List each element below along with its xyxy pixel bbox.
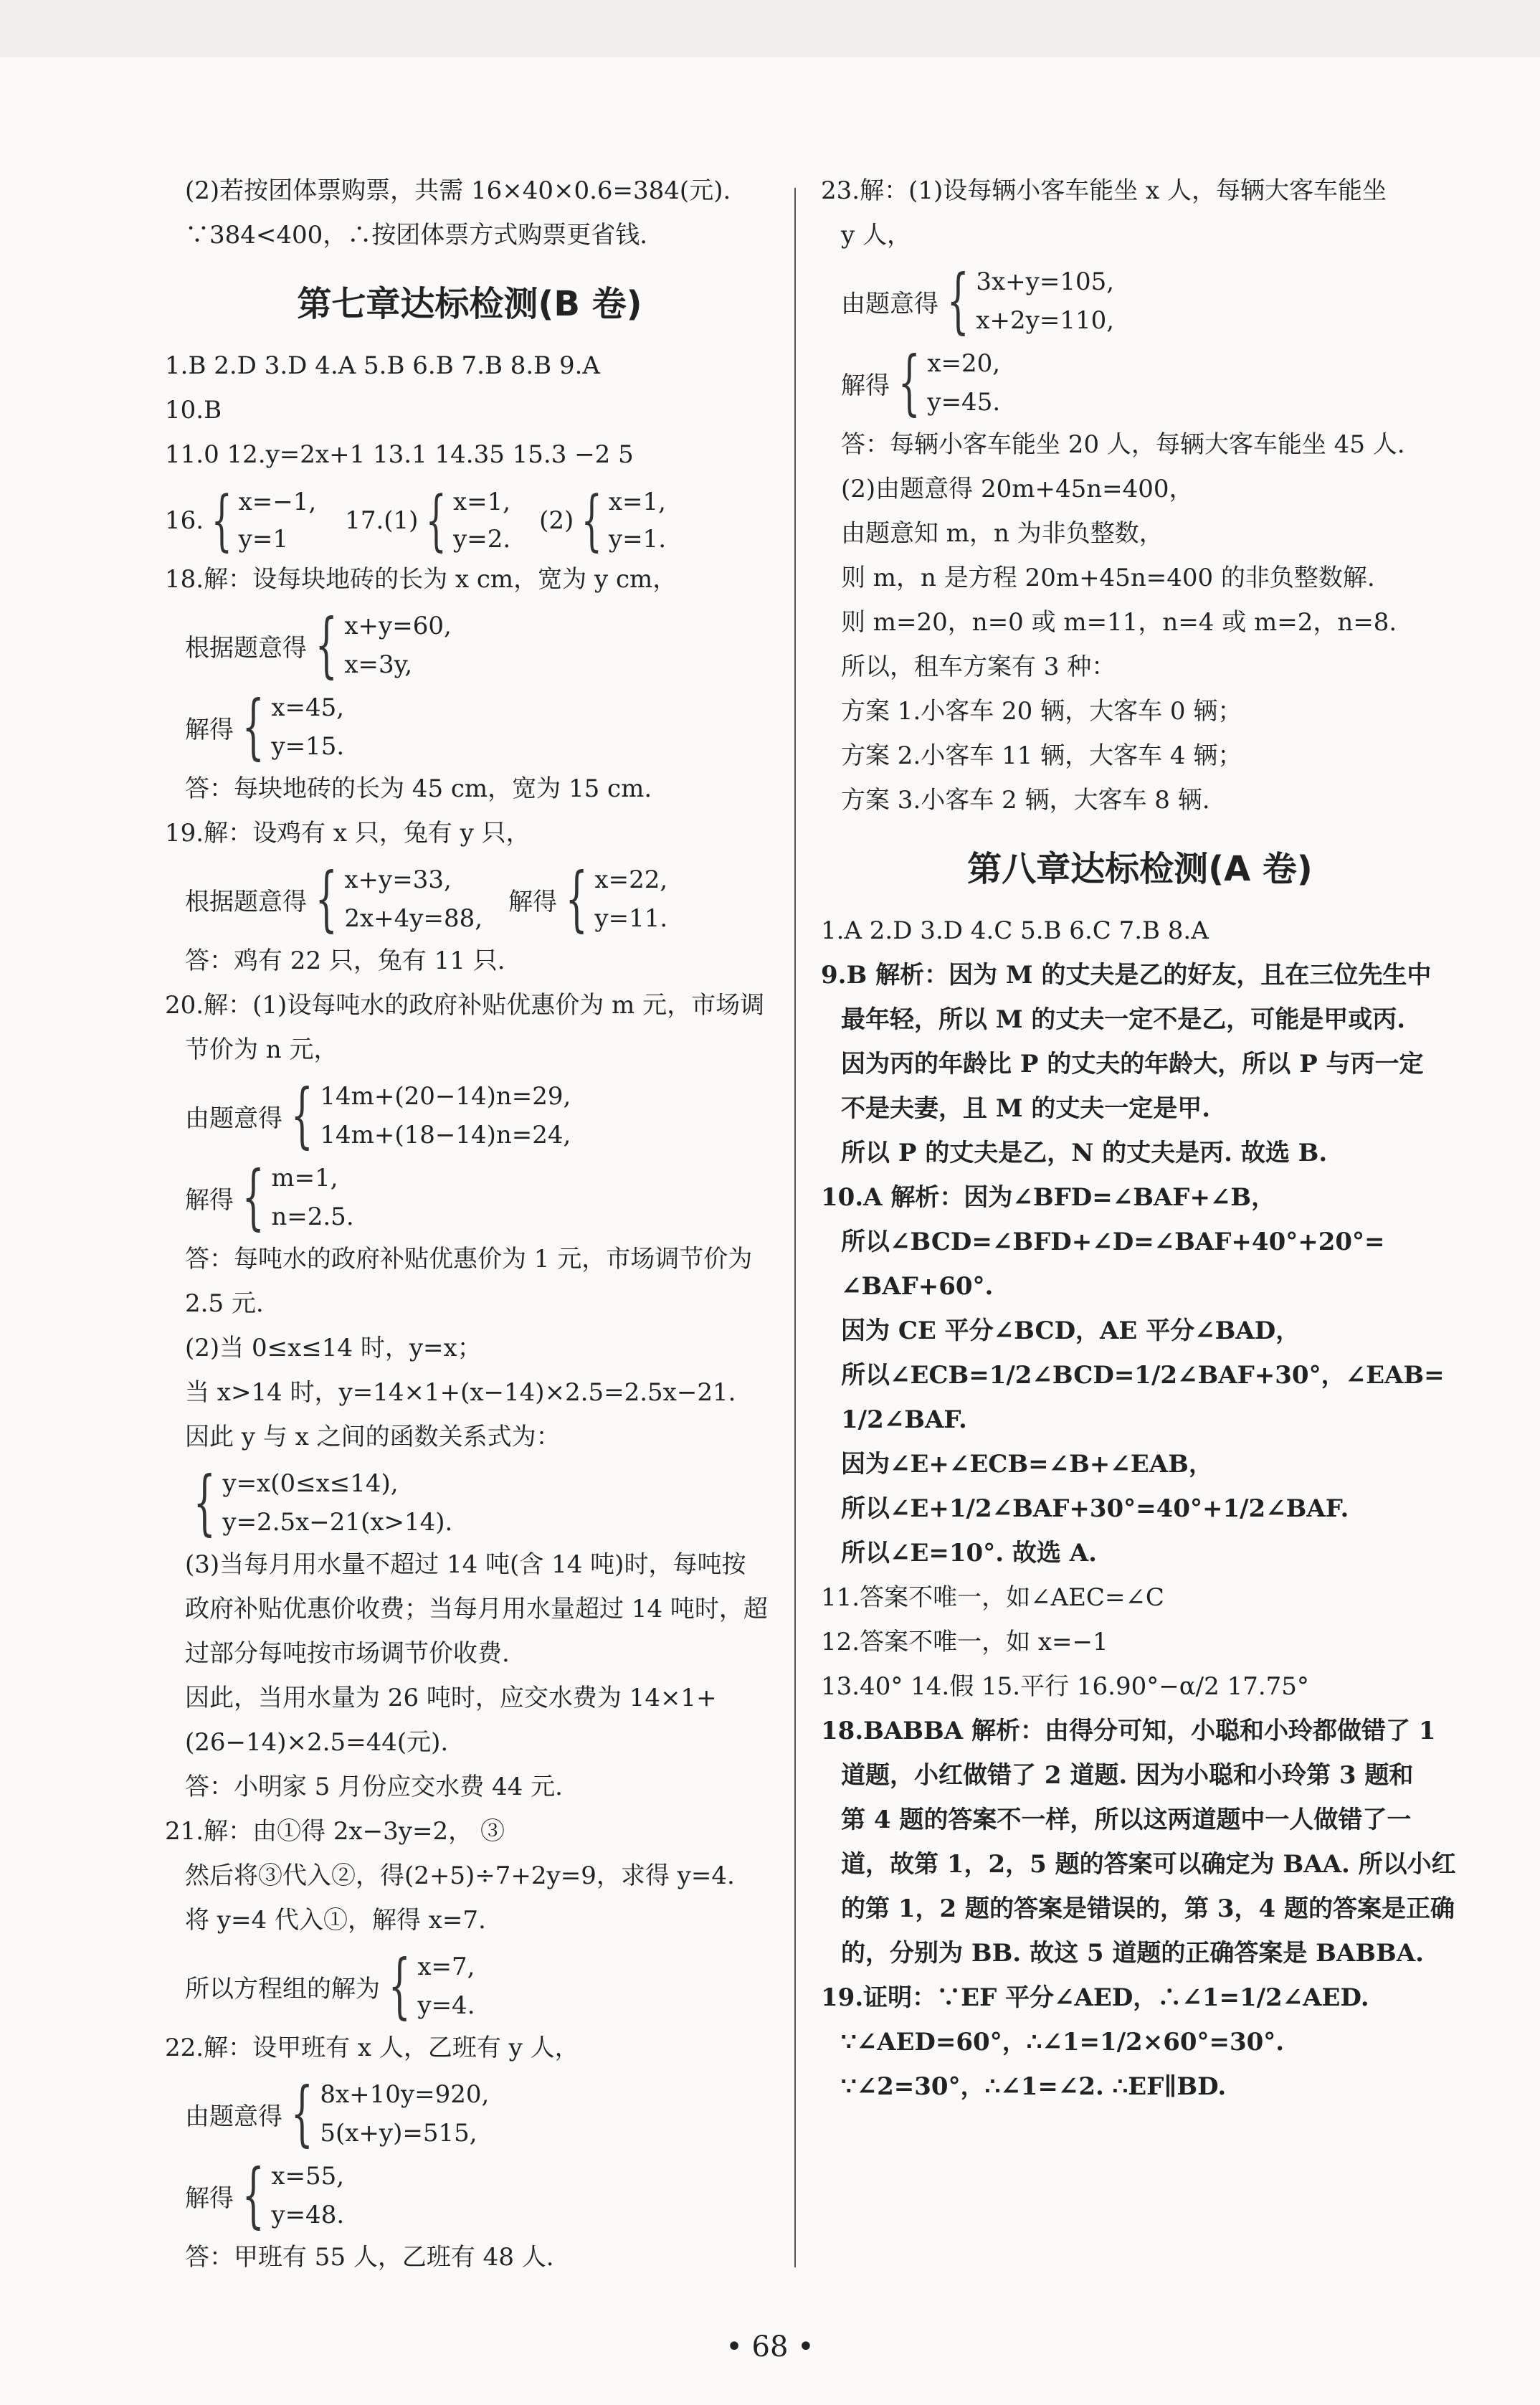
- answer-line: 11.0 12.y=2x+1 13.1 14.35 15.3 −2 5: [165, 440, 634, 469]
- text-line: 答：每块地砖的长为 45 cm，宽为 15 cm.: [185, 774, 652, 803]
- text-line: 答：鸡有 22 只，兔有 11 只.: [185, 947, 505, 975]
- answer-line: 11.答案不唯一，如∠AEC=∠C: [821, 1583, 1164, 1612]
- text-line: 第 4 题的答案不一样，所以这两道题中一人做错了一: [841, 1806, 1412, 1834]
- text-line: 18.BABBA 解析：由得分可知，小聪和小玲都做错了 1: [821, 1717, 1436, 1745]
- text-line: 道，故第 1，2，5 题的答案可以确定为 BAA. 所以小红: [841, 1850, 1456, 1879]
- text-line: 然后将③代入②，得(2+5)÷7+2y=9，求得 y=4.: [185, 1861, 735, 1890]
- text-line: 23.解：(1)设每辆小客车能坐 x 人，每辆大客车能坐: [821, 176, 1387, 205]
- answer-line: 12.答案不唯一，如 x=−1: [821, 1628, 1108, 1656]
- text-line: 21.解：由①得 2x−3y=2， ③: [165, 1817, 505, 1846]
- text-line: 政府补贴优惠价收费；当每月用水量超过 14 吨时，超: [185, 1595, 768, 1623]
- text-line: 所以∠E+1/2∠BAF+30°=40°+1/2∠BAF.: [841, 1494, 1349, 1523]
- text-line: 不是夫妻，且 M 的丈夫一定是甲.: [841, 1094, 1211, 1123]
- equation-system: 解得 { x=55, y=48.: [185, 2155, 345, 2236]
- text-line: (3)当每月用水量不超过 14 吨(含 14 吨)时，每吨按: [185, 1550, 746, 1579]
- text-line: (26−14)×2.5=44(元).: [185, 1728, 449, 1757]
- text-line: (2)若按团体票购票，共需 16×40×0.6=384(元).: [185, 176, 731, 205]
- text-line: 的第 1，2 题的答案是错误的，第 3，4 题的答案是正确: [841, 1894, 1455, 1923]
- text-line: 将 y=4 代入①，解得 x=7.: [185, 1906, 486, 1935]
- text-line: 答：甲班有 55 人，乙班有 48 人.: [185, 2243, 554, 2272]
- text-line: (2)当 0≤x≤14 时，y=x；: [185, 1334, 482, 1362]
- equation-system: { x=−1, y=1: [211, 482, 317, 559]
- text-line: ∵∠AED=60°，∴∠1=1/2×60°=30°.: [841, 2028, 1285, 2057]
- text-line: 所以 P 的丈夫是乙，N 的丈夫是丙. 故选 B.: [841, 1139, 1328, 1167]
- text-line: 20.解：(1)设每吨水的政府补贴优惠价为 m 元，市场调: [165, 991, 765, 1020]
- text-line: 2.5 元.: [185, 1289, 264, 1318]
- text-line: ∵384<400，∴按团体票方式购票更省钱.: [185, 221, 648, 250]
- right-column: [821, 172, 1459, 2112]
- equation-system: { x=1, y=1.: [581, 482, 666, 559]
- text-line: 过部分每吨按市场调节价收费.: [185, 1639, 510, 1668]
- text-line: 方案 2.小客车 11 辆，大客车 4 辆；: [841, 741, 1242, 770]
- text-line: ∵∠2=30°，∴∠1=∠2. ∴EF∥BD.: [841, 2072, 1227, 2101]
- text-line: 答：小明家 5 月份应交水费 44 元.: [185, 1773, 563, 1801]
- text-line: 因为∠E+∠ECB=∠B+∠EAB，: [841, 1450, 1213, 1479]
- text-line: 最年轻，所以 M 的丈夫一定不是乙，可能是甲或丙.: [841, 1005, 1406, 1034]
- answer-16-17: 16. { x=−1, y=1 17.(1) { x=1, y=2. (2) { x=1, y=1.: [165, 482, 666, 559]
- text-line: 19.证明：∵EF 平分∠AED，∴∠1=1/2∠AED.: [821, 1983, 1369, 2012]
- equation-system: 所以方程组的解为 { x=7, y=4.: [185, 1945, 475, 2027]
- answer-line: 1.A 2.D 3.D 4.C 5.B 6.C 7.B 8.A: [821, 916, 1209, 945]
- text-line: 9.B 解析：因为 M 的丈夫是乙的好友，且在三位先生中: [821, 961, 1432, 990]
- text-line: 的，分别为 BB. 故这 5 道题的正确答案是 BABBA.: [841, 1939, 1424, 1968]
- text-line: 道题，小红做错了 2 道题. 因为小聪和小玲第 3 题和: [841, 1761, 1414, 1790]
- equation-system: 由题意得 { 3x+y=105, x+2y=110,: [841, 260, 1115, 342]
- text-line: 答：每辆小客车能坐 20 人，每辆大客车能坐 45 人.: [841, 430, 1405, 459]
- answer-line: 10.B: [165, 396, 222, 424]
- equation-system: 解得 { m=1, n=2.5.: [185, 1157, 354, 1238]
- text-line: 所以∠BCD=∠BFD+∠D=∠BAF+40°+20°=: [841, 1228, 1385, 1256]
- equation-system: 由题意得 { 8x+10y=920, 5(x+y)=515,: [185, 2073, 490, 2155]
- equation-system: 根据题意得 { x+y=33, 2x+4y=88, 解得 { x=22, y=11.: [185, 858, 668, 940]
- equation-system: 解得 { x=45, y=15.: [185, 686, 345, 768]
- section-heading: 第七章达标检测(B 卷): [297, 284, 642, 324]
- text-line: 答：每吨水的政府补贴优惠价为 1 元，市场调节价为: [185, 1245, 753, 1273]
- page-number: • 68 •: [726, 2330, 814, 2363]
- text-line: 10.A 解析：因为∠BFD=∠BAF+∠B，: [821, 1183, 1276, 1212]
- text-line: (2)由题意得 20m+45n=400，: [841, 475, 1194, 503]
- text-line: 因此，当用水量为 26 吨时，应交水费为 14×1+: [185, 1684, 717, 1712]
- text-line: 由题意知 m，n 为非负整数，: [841, 519, 1164, 548]
- text-line: 因为丙的年龄比 P 的丈夫的年龄大，所以 P 与丙一定: [841, 1050, 1424, 1078]
- equation-system: { x=1, y=2.: [426, 482, 511, 559]
- text-line: y 人，: [841, 221, 912, 250]
- text-line: 19.解：设鸡有 x 只，兔有 y 只，: [165, 819, 531, 848]
- text-line: 则 m=20，n=0 或 m=11，n=4 或 m=2，n=8.: [841, 608, 1397, 637]
- text-line: 节价为 n 元，: [185, 1035, 338, 1064]
- left-column: [165, 172, 774, 2283]
- text-line: 则 m，n 是方程 20m+45n=400 的非负整数解.: [841, 564, 1375, 592]
- answer-line: 13.40° 14.假 15.平行 16.90°−α/2 17.75°: [821, 1672, 1309, 1701]
- text-line: 方案 1.小客车 20 辆，大客车 0 辆；: [841, 697, 1242, 726]
- text-line: 22.解：设甲班有 x 人，乙班有 y 人，: [165, 2034, 579, 2062]
- text-line: 因此 y 与 x 之间的函数关系式为：: [185, 1423, 561, 1451]
- text-line: 所以∠E=10°. 故选 A.: [841, 1539, 1097, 1567]
- text-line: 18.解：设每块地砖的长为 x cm，宽为 y cm，: [165, 565, 678, 594]
- text-line: 当 x>14 时，y=14×1+(x−14)×2.5=2.5x−21.: [185, 1378, 736, 1407]
- text-line: 因为 CE 平分∠BCD，AE 平分∠BAD，: [841, 1317, 1301, 1345]
- text-line: 方案 3.小客车 2 辆，大客车 8 辆.: [841, 786, 1210, 815]
- answer-line: 1.B 2.D 3.D 4.A 5.B 6.B 7.B 8.B 9.A: [165, 351, 600, 380]
- equation-system: 由题意得 { 14m+(20−14)n=29, 14m+(18−14)n=24,: [185, 1075, 571, 1157]
- equation-system: 根据题意得 { x+y=60, x=3y,: [185, 604, 452, 686]
- text-line: 所以，租车方案有 3 种：: [841, 653, 1116, 681]
- scan-top-band: [0, 0, 1540, 57]
- text-line: 1/2∠BAF.: [841, 1405, 967, 1434]
- section-heading: 第八章达标检测(A 卷): [967, 849, 1313, 889]
- equation-system: { y=x(0≤x≤14), y=2.5x−21(x>14).: [193, 1462, 453, 1544]
- text-line: ∠BAF+60°.: [841, 1272, 994, 1301]
- equation-system: 解得 { x=20, y=45.: [841, 342, 1001, 424]
- column-divider: [794, 188, 796, 2267]
- text-line: 所以∠ECB=1/2∠BCD=1/2∠BAF+30°，∠EAB=: [841, 1361, 1445, 1390]
